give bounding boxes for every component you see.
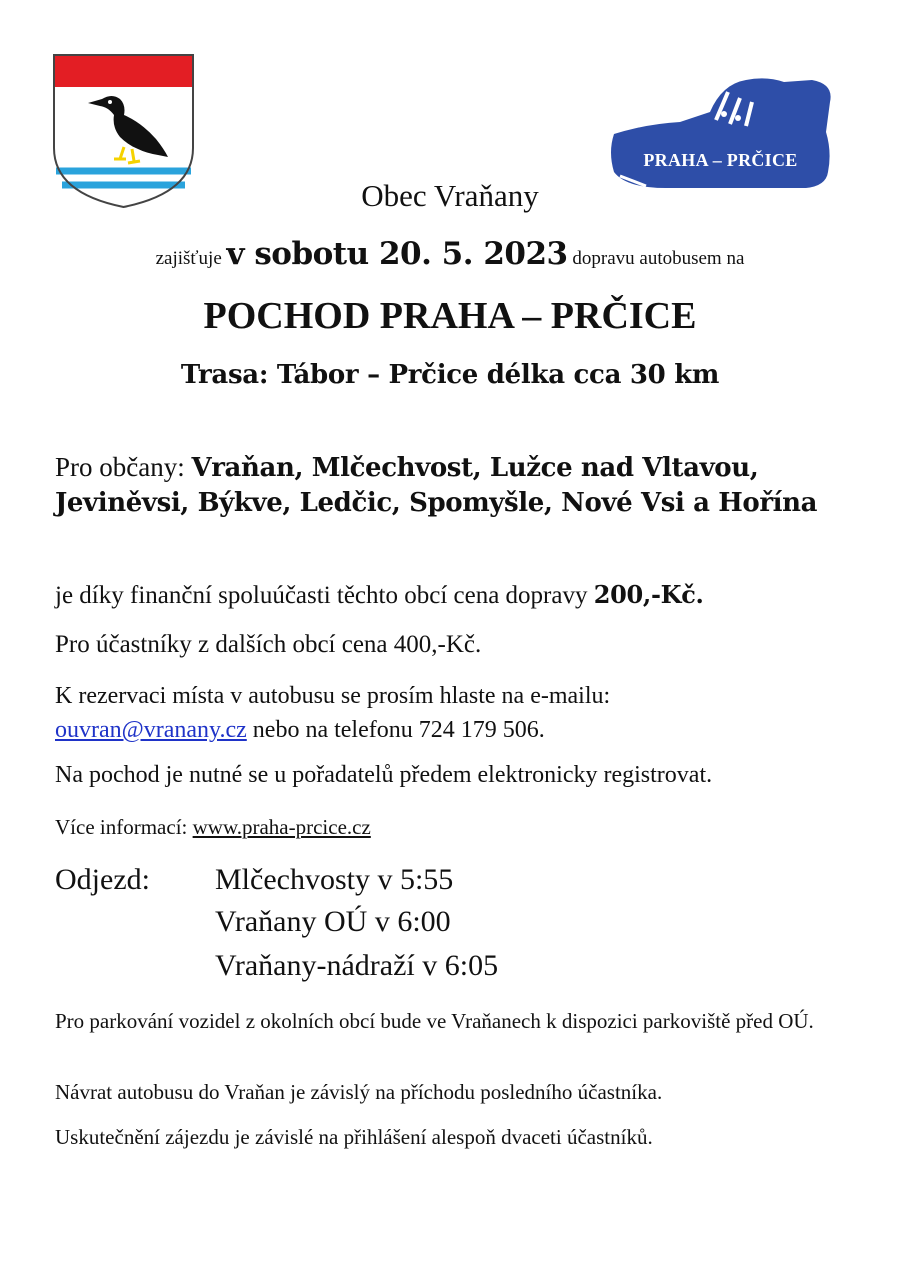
website-link[interactable]: www.praha-prcice.cz <box>192 815 371 839</box>
citizens-label: Pro občany: <box>55 452 192 482</box>
price-text: je díky finanční spoluúčasti těchto obcí cena dopravy <box>55 582 594 609</box>
email-link[interactable]: ouvran@vranany.cz <box>55 717 247 743</box>
event-date: v sobotu 20. 5. 2023 <box>226 236 568 272</box>
departure-item: Vraňany OÚ v 6:00 <box>215 905 451 938</box>
transport-text: dopravu autobusem na <box>572 248 745 269</box>
phone-text: nebo na telefonu 724 179 506. <box>246 717 545 743</box>
departure-item: Vraňany-nádraží v 6:05 <box>215 949 499 982</box>
departure-item: Mlčechvosty v 5:55 <box>215 863 454 896</box>
return-note: Návrat autobusu do Vraňan je závislý na příchodu posledního účastníka. <box>55 1080 663 1104</box>
municipality-name: Obec Vraňany <box>361 178 539 213</box>
condition-note: Uskutečnění zájezdu je závislé na přihlášení alespoň dvaceti účastníků. <box>55 1125 653 1149</box>
eligible-municipalities <box>55 450 855 521</box>
logo-text: PRAHA – PRČICE <box>643 150 798 170</box>
reservation-info <box>55 679 855 747</box>
reservation-text: K rezervaci místa v autobusu se prosím hlaste na e-mailu: <box>55 683 611 709</box>
price-value: 200,-Kč. <box>593 580 704 609</box>
more-info <box>55 815 855 840</box>
price-other: Pro účastníky z dalších obcí cena 400,-Kč. <box>55 631 482 658</box>
shoe-logo-icon <box>606 72 838 194</box>
page-title: POCHOD PRAHA – PRČICE <box>203 295 697 337</box>
departure-label: Odjezd: <box>55 863 150 896</box>
provides-text: zajišťuje <box>155 248 222 269</box>
route-info: Trasa: Tábor – Prčice délka cca 30 km <box>180 360 720 390</box>
municipality-list: Vraňan, Mlčechvost, Lužce nad Vltavou, Jeviněvsi, Býkve, Ledčic, Spomyšle, Nové Vsi a Hořína <box>55 453 818 518</box>
price-line <box>55 580 855 610</box>
parking-note: Pro parkování vozidel z okolních obcí bude ve Vraňanech k dispozici parkoviště před OÚ. <box>55 1009 814 1033</box>
more-info-label: Více informací: <box>55 815 193 839</box>
registration-note: Na pochod je nutné se u pořadatelů předem elektronicky registrovat. <box>55 762 713 788</box>
date-line <box>0 236 900 272</box>
